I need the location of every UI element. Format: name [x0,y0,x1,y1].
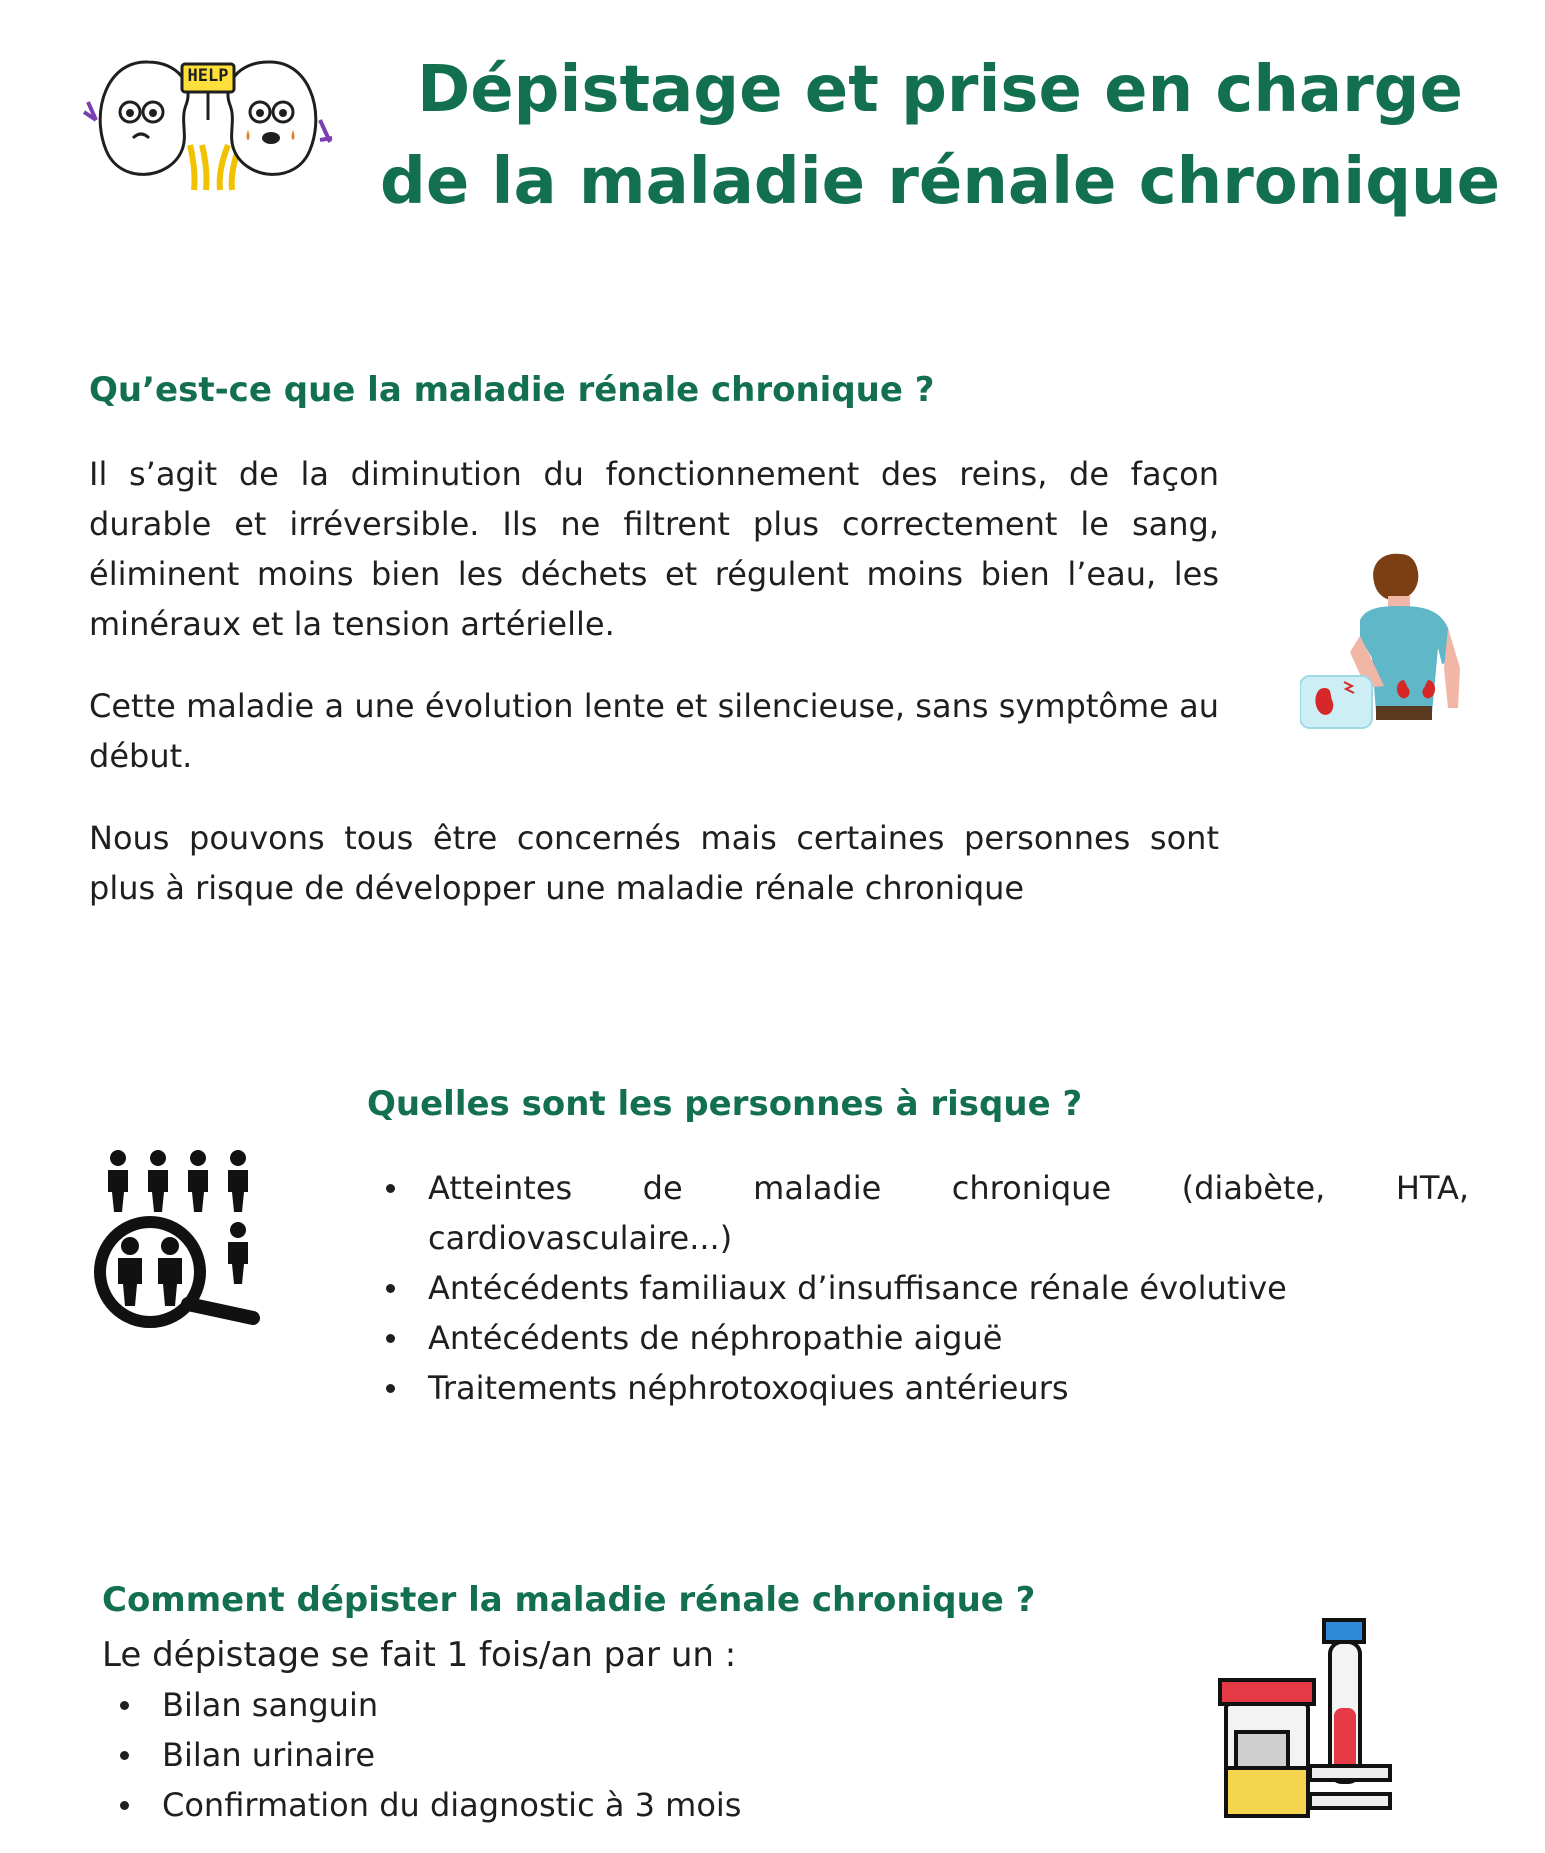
list-item: Antécédents de néphropathie aiguë [376,1313,1469,1363]
section-what-paragraph-2: Cette maladie a une évolution lente et silencieuse, sans symptôme au début. [89,687,1219,775]
list-item: Traitements néphrotoxoqiues antérieurs [376,1363,1469,1413]
list-item: Bilan urinaire [110,1730,910,1780]
help-sign-text: HELP [187,66,229,86]
person-back-pain-kidney-icon [1300,548,1490,733]
list-item: Atteintes de maladie chronique (diabète, HTA, cardiovasculaire...) [376,1163,1469,1263]
people-magnifier-icon [88,1148,263,1328]
screen-list [110,1680,910,1830]
section-what-paragraph-1: Il s’agit de la diminution du fonctionnement des reins, de façon durable et irréversible. Ils ne filtrent plus correctement le sang, éliminent moins bien les déchets et régulent moins bien l’eau, les minéraux et la tension artérielle. [89,455,1219,643]
list-item: Bilan sanguin [110,1680,910,1730]
section-risk-heading: Quelles sont les personnes à risque ? [367,1084,1083,1124]
list-item: Antécédents familiaux d’insuffisance rénale évolutive [376,1263,1469,1313]
section-what-paragraph-3: Nous pouvons tous être concernés mais certaines personnes sont plus à risque de développer une maladie rénale chronique [89,819,1219,907]
risk-list [376,1163,1469,1413]
section-screen-intro: Le dépistage se fait 1 fois/an par un : [102,1635,737,1675]
section-what-heading: Qu’est-ce que la maladie rénale chronique ? [89,370,935,410]
lab-samples-icon [1218,1618,1398,1823]
page-title: Dépistage et prise en charge de la maladie rénale chronique [380,53,1500,219]
section-screen-heading: Comment dépister la maladie rénale chronique ? [102,1580,1036,1620]
list-item: Confirmation du diagnostic à 3 mois [110,1780,910,1830]
